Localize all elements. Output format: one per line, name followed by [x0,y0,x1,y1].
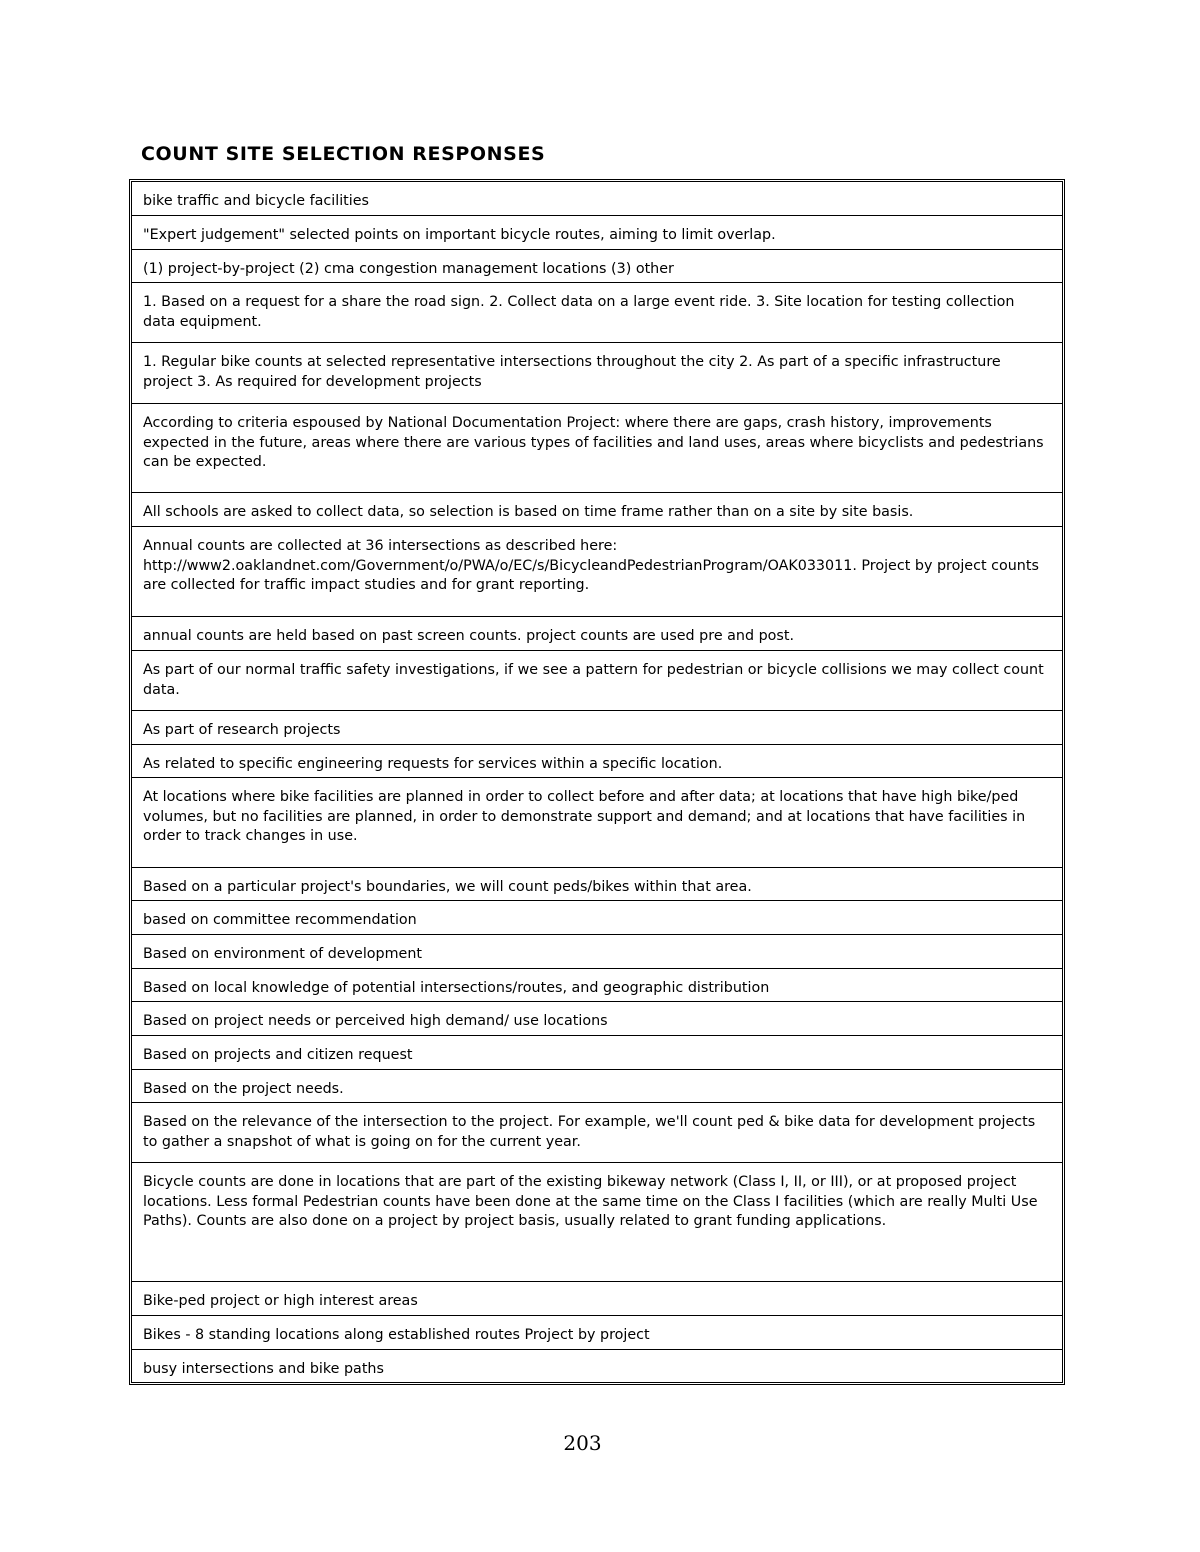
table-row: based on committee recommendation [132,901,1062,935]
table-row: Based on projects and citizen request [132,1036,1062,1070]
table-row: Based on the relevance of the intersection to the project. For example, we'll count ped & bike data for development projects to gather a snapshot of what is going on for the current year. [132,1103,1062,1163]
table-row: Based on a particular project's boundaries, we will count peds/bikes within that area. [132,868,1062,901]
table-row: According to criteria espoused by National Documentation Project: where there are gaps, crash history, improvements expected in the future, areas where there are various types of facilities and land uses, areas where bicyclists and pedestrians can be expected. [132,404,1062,493]
table-row: 1. Based on a request for a share the road sign. 2. Collect data on a large event ride. 3. Site location for testing collection data equipment. [132,283,1062,343]
table-row: Based on the project needs. [132,1070,1062,1103]
table-row: Based on environment of development [132,935,1062,969]
table-row: busy intersections and bike paths [143,1361,384,1377]
table-row: Based on local knowledge of potential intersections/routes, and geographic distribution [132,969,1062,1002]
table-row: As part of our normal traffic safety investigations, if we see a pattern for pedestrian or bicycle collisions we may collect count data. [132,651,1062,711]
table-row: bike traffic and bicycle facilities [132,182,1062,216]
table-row: 1. Regular bike counts at selected representative intersections throughout the city 2. As part of a specific infrastructure project 3. As required for development projects [132,343,1062,404]
table-row: "Expert judgement" selected points on important bicycle routes, aiming to limit overlap. [132,216,1062,250]
table-row: Annual counts are collected at 36 intersections as described here: http://www2.oaklandnet.com/Government/o/PWA/o/EC/s/BicycleandPedestrianProgram/OAK033011. Project by project counts are collected for traffic impact studies and for grant reporting. [132,527,1062,617]
table-row: (1) project-by-project (2) cma congestion management locations (3) other [132,250,1062,283]
table-row: At locations where bike facilities are planned in order to collect before and after data; at locations that have high bike/ped volumes, but no facilities are planned, in order to demonstrate support and demand; and at locations that have facilities in order to track changes in use. [132,778,1062,868]
table-row: As part of research projects [132,711,1062,745]
table-row: Bikes - 8 standing locations along established routes Project by project [132,1316,1062,1350]
responses-table [129,179,1065,1385]
table-row: annual counts are held based on past screen counts. project counts are used pre and post. [132,617,1062,651]
table-row: All schools are asked to collect data, so selection is based on time frame rather than on a site by site basis. [132,493,1062,527]
page-number: 203 [563,1431,602,1455]
page-title: COUNT SITE SELECTION RESPONSES [141,143,546,165]
table-row: Bike-ped project or high interest areas [132,1282,1062,1316]
table-row: As related to specific engineering requests for services within a specific location. [132,745,1062,778]
table-row: Based on project needs or perceived high demand/ use locations [132,1002,1062,1036]
table-row: Bicycle counts are done in locations that are part of the existing bikeway network (Class I, II, or III), or at proposed project locations. Less formal Pedestrian counts have been done at the same time on the Class I facilities (which are really Multi Use Paths). Counts are also done on a project by project basis, usually related to grant funding applications. [132,1163,1062,1282]
